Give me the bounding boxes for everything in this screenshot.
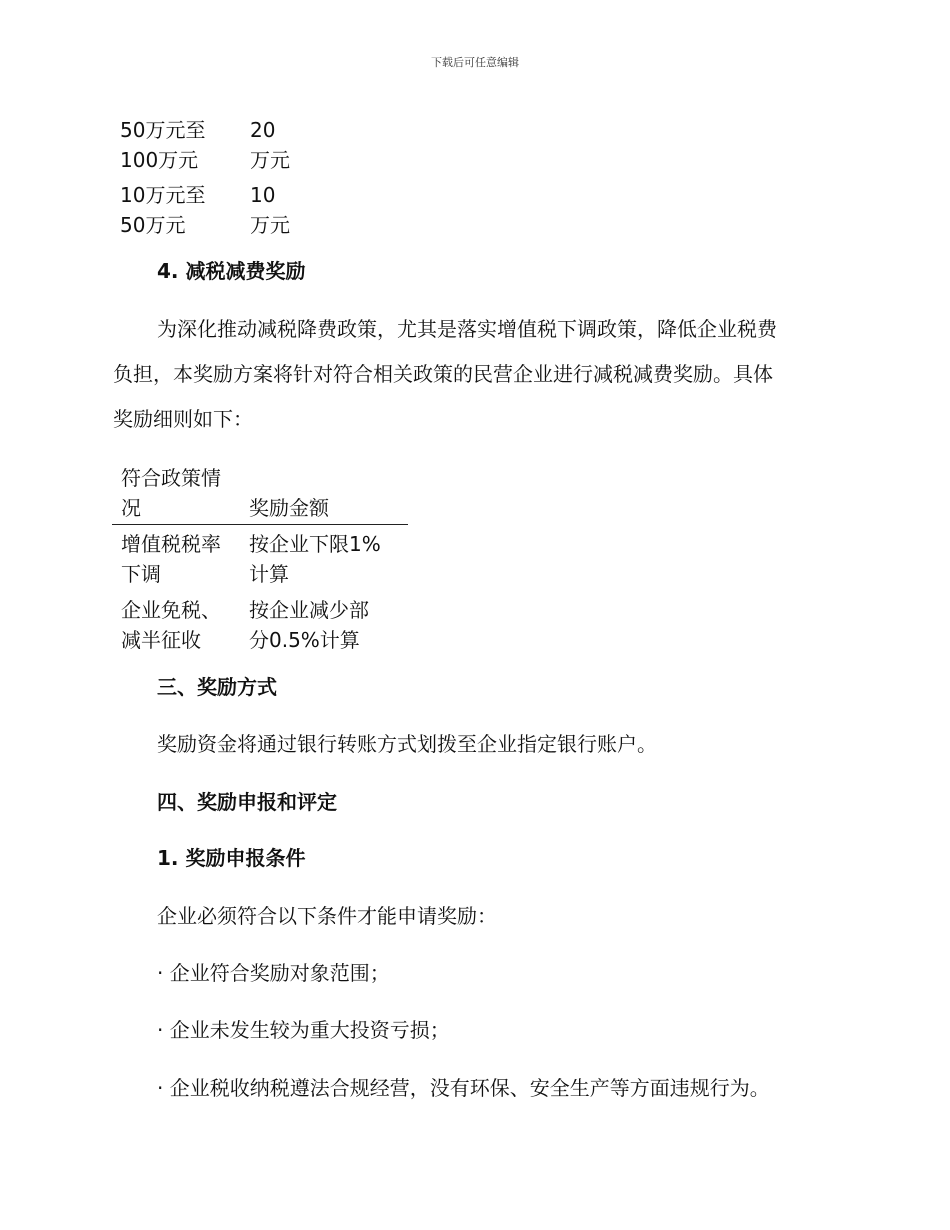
award-range-label: 50万元至 100万元 (120, 118, 206, 172)
award-table-row (120, 115, 420, 175)
award-table-row (120, 180, 420, 240)
award-amount: 10 万元 (250, 183, 290, 237)
table-cell: 按企业减少部 分0.5%计算 (249, 598, 369, 652)
conditions-intro: 企业必须符合以下条件才能申请奖励： (157, 904, 497, 928)
table-row (112, 595, 408, 655)
award-amount: 20 万元 (250, 118, 290, 172)
list-item: · 企业符合奖励对象范围； (157, 961, 390, 985)
table-row (112, 529, 408, 589)
table-cell: 增值税税率 下调 (121, 532, 221, 586)
policy-award-table (112, 463, 408, 655)
table-header-row (112, 463, 408, 525)
table-cell: 企业免税、 减半征收 (121, 598, 221, 652)
table-cell: 按企业下限1% 计算 (249, 532, 381, 586)
table-header-cell: 奖励金额 (249, 496, 329, 520)
list-item: · 企业未发生较为重大投资亏损； (157, 1018, 450, 1042)
tax-reduction-paragraph: 为深化推动减税降费政策，尤其是落实增值税下调政策，降低企业税费 负担，本奖励方案将针对符合相关政策的民营企业进行减税减费奖励。具体 奖励细则如下： (113, 317, 777, 431)
page-header: 下载后可任意编辑 (431, 56, 519, 69)
list-item: · 企业税收纳税遵法合规经营，没有环保、安全生产等方面违规行为。 (157, 1076, 770, 1100)
section-heading-application: 四、奖励申报和评定 (157, 790, 337, 814)
award-range-label: 10万元至 50万元 (120, 183, 206, 237)
sub-heading-conditions: 1. 奖励申报条件 (157, 846, 306, 870)
section-heading-tax-reduction: 4. 减税减费奖励 (157, 259, 306, 283)
section-heading-award-method: 三、奖励方式 (157, 675, 277, 699)
table-header-cell: 符合政策情 况 (121, 466, 221, 520)
award-method-text: 奖励资金将通过银行转账方式划拨至企业指定银行账户。 (157, 732, 657, 756)
